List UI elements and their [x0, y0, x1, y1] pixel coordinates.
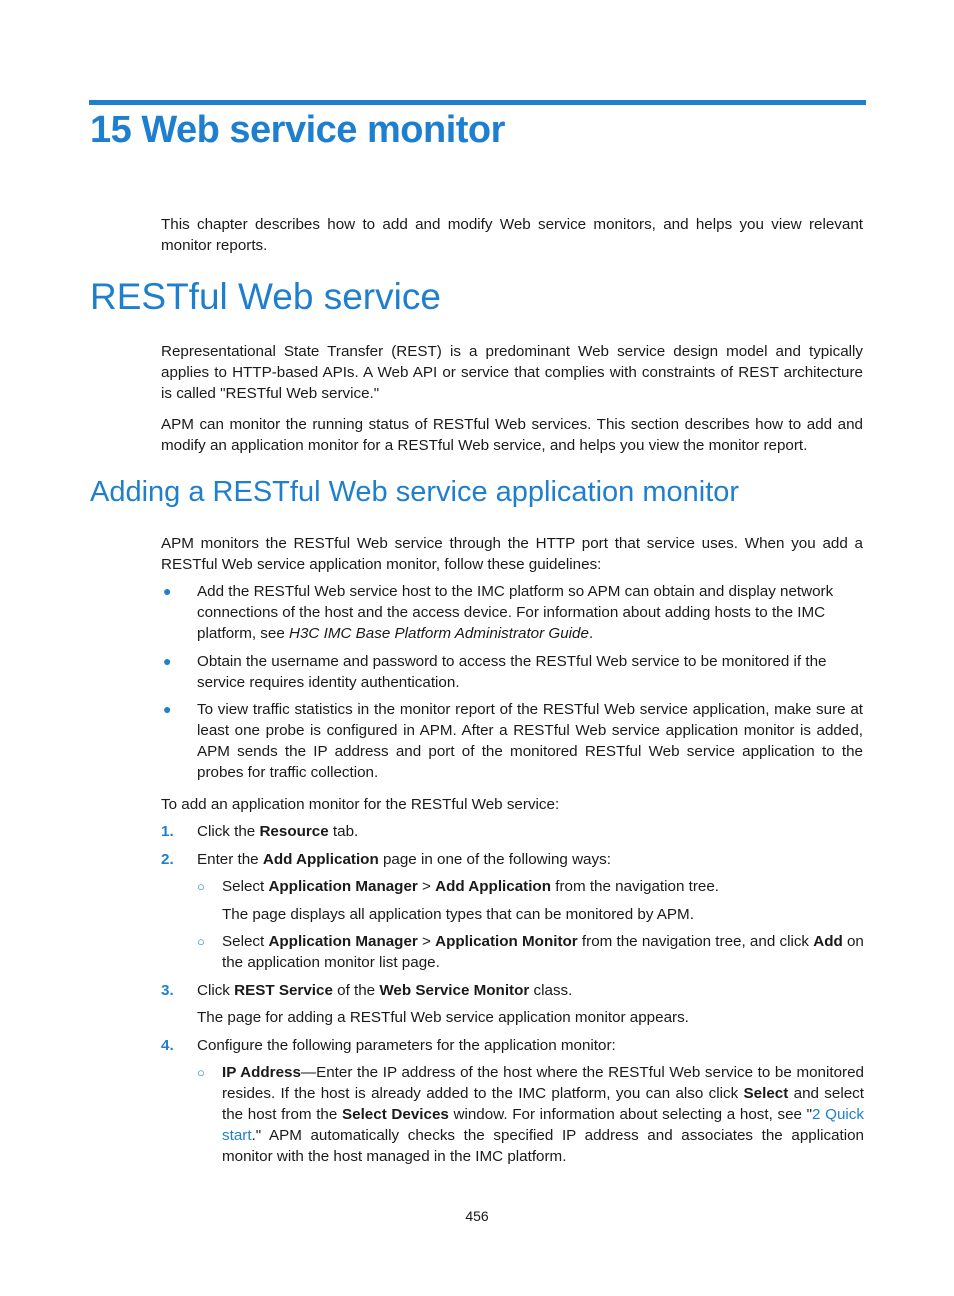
step-number: 4. — [161, 1037, 174, 1054]
step-text: window. For information about selecting a host, see " — [448, 1106, 813, 1123]
step-text: Select — [222, 878, 269, 895]
quick-start-link[interactable]: 2 Quick start — [222, 1106, 864, 1144]
step-2 — [197, 849, 863, 870]
step-text: and select the host from the — [222, 1085, 864, 1123]
step-text: on the application monitor list page. — [222, 933, 864, 971]
step-number: 1. — [161, 823, 174, 840]
guideline-text: . — [588, 625, 594, 642]
step-2-option-1 — [222, 876, 864, 897]
guideline-text: Add the RESTful Web service host to the IMC platform so APM can obtain and display network connections of the host and the access device. For information about adding hosts to the IMC platform, see — [197, 583, 834, 642]
section-paragraph-1: Representational State Transfer (REST) is a predominant Web service design model and typically applies to HTTP-based APIs. A Web API or service that complies with constraints of REST architecture is called "RESTful Web service." — [161, 343, 863, 402]
step-3-note: The page for adding a RESTful Web service application monitor appears. — [197, 1009, 689, 1026]
ui-term: Select Devices — [342, 1106, 449, 1123]
ui-term: Resource — [259, 823, 329, 840]
step-text: of the — [332, 982, 380, 999]
guideline-item-2: Obtain the username and password to access the RESTful Web service to be monitored if the service requires identity authentication. — [197, 653, 827, 691]
ui-term: Add — [813, 933, 843, 950]
step-text: tab. — [328, 823, 359, 840]
step-number: 2. — [161, 851, 174, 868]
subsection-title: Adding a RESTful Web service application monitor — [90, 476, 740, 508]
ui-term: Add Application — [262, 851, 379, 868]
step-text: > — [417, 878, 436, 895]
step-3 — [197, 980, 863, 1001]
step-text: page in one of the following ways: — [378, 851, 611, 868]
guideline-item-3: To view traffic statistics in the monitor report of the RESTful Web service application, make sure at least one probe is configured in APM. After a RESTful Web service application monitor is added, APM sends the IP address and port of the monitored RESTful Web service application to the probes for traffic collection. — [197, 701, 863, 781]
chapter-title: 15 Web service monitor — [90, 109, 505, 151]
bullet-icon: ● — [163, 583, 172, 599]
page-number: 456 — [465, 1208, 489, 1224]
sub-bullet-icon: ○ — [197, 1065, 205, 1080]
sub-bullet-icon: ○ — [197, 934, 205, 949]
step-4: Configure the following parameters for the application monitor: — [197, 1037, 616, 1054]
subsection-paragraph: APM monitors the RESTful Web service through the HTTP port that service uses. When you add a RESTful Web service application monitor, follow these guidelines: — [161, 535, 863, 573]
ui-term: REST Service — [234, 982, 333, 999]
procedure-lead: To add an application monitor for the RESTful Web service: — [161, 796, 560, 813]
ui-term: IP Address — [222, 1064, 301, 1081]
guideline-item-1 — [197, 581, 863, 644]
step-text: from the navigation tree. — [551, 878, 719, 895]
step-text: from the navigation tree, and click — [577, 933, 814, 950]
ui-term: Application Monitor — [435, 933, 578, 950]
step-text: Click the — [197, 823, 260, 840]
step-text: Enter the — [197, 851, 263, 868]
ui-term: Web Service Monitor — [379, 982, 530, 999]
step-text: > — [417, 933, 436, 950]
intro-paragraph: This chapter describes how to add and modify Web service monitors, and helps you view relevant monitor reports. — [161, 216, 863, 254]
chapter-rule — [89, 100, 866, 105]
step-4-parameter-ip-address — [222, 1062, 864, 1167]
step-1 — [197, 821, 863, 842]
section-title: RESTful Web service — [90, 276, 441, 317]
step-number: 3. — [161, 982, 174, 999]
ui-term: Select — [743, 1085, 789, 1102]
step-text: Select — [222, 933, 269, 950]
step-text: class. — [529, 982, 573, 999]
bullet-icon: ● — [163, 653, 172, 669]
step-text: Click — [197, 982, 235, 999]
bullet-icon: ● — [163, 701, 172, 717]
step-text: ." APM automatically checks the specified IP address and associates the application monitor with the host managed in the IMC platform. — [222, 1127, 864, 1165]
step-2-option-2 — [222, 931, 864, 973]
guide-title: H3C IMC Base Platform Administrator Guide — [289, 625, 589, 642]
ui-term: Application Manager — [268, 933, 418, 950]
ui-term: Application Manager — [268, 878, 418, 895]
step-text: —Enter the IP address of the host where the RESTful Web service to be monitored resides. If the host is already added to the IMC platform, you can also click — [222, 1064, 864, 1102]
sub-bullet-icon: ○ — [197, 879, 205, 894]
ui-term: Add Application — [435, 878, 551, 895]
step-2-option-1-note: The page displays all application types that can be monitored by APM. — [222, 906, 694, 923]
section-paragraph-2: APM can monitor the running status of RESTful Web services. This section describes how to add and modify an application monitor for a RESTful Web service, and helps you view the monitor report. — [161, 416, 863, 454]
